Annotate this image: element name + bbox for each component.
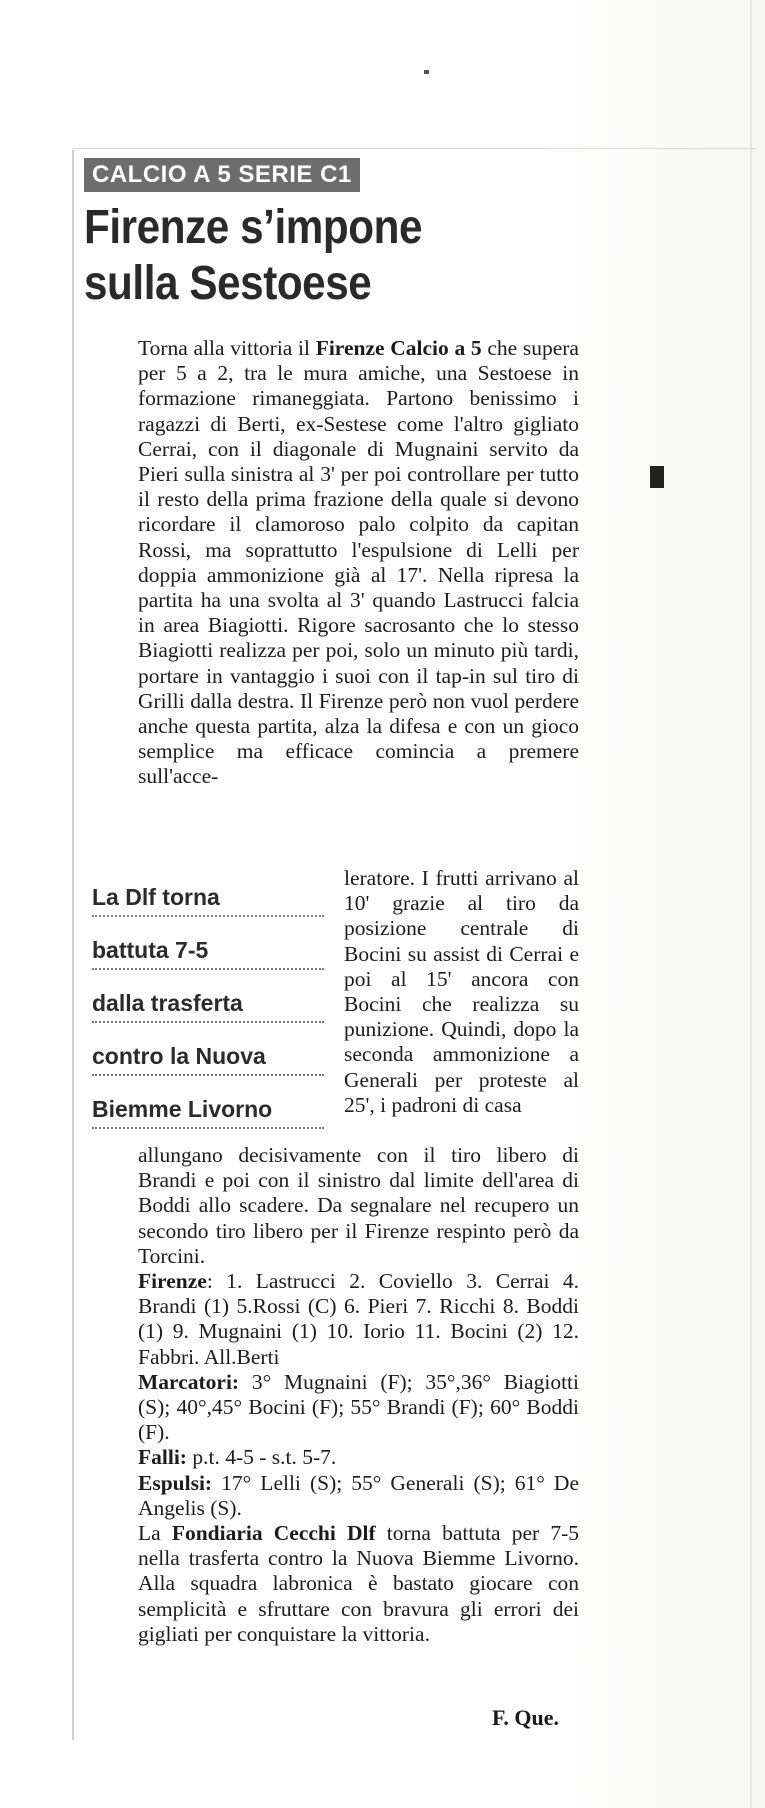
sidebar-line-5: Biemme Livorno xyxy=(92,1094,324,1129)
lineup-paragraph xyxy=(138,1269,579,1370)
intro-paragraph xyxy=(138,336,579,790)
expelled-label: Espulsi: xyxy=(138,1470,213,1495)
lineup-text: : 1. Lastrucci 2. Coviello 3. Cerrai 4. Brandi (1) 5.Rossi (C) 6. Pieri 7. Ricchi 8. Boddi (1) 9. Mugnaini (1) 10. Iorio 11. Bocini (2) 12. Fabbri. All.Berti xyxy=(138,1269,579,1369)
scorers-text: 3° Mugnaini (F); 35°,36° Biagiotti (S); 40°,45° Bocini (F); 55° Brandi (F); 60° Boddi (F). xyxy=(138,1369,579,1445)
right-column-text: leratore. I frutti arrivano al 10' grazie al tiro da posizione centrale di Bocini su assist di Cerrai e poi al 15' ancora con Bocini che realizza su punizione. Quindi, dopo la seconda ammonizione a Generali per proteste al 25', i padroni di casa xyxy=(344,866,579,1117)
section-kicker: CALCIO A 5 SERIE C1 xyxy=(84,158,360,192)
lineup-label: Firenze xyxy=(138,1269,207,1294)
margin-mark xyxy=(650,466,664,488)
intro-text-rest: che supera per 5 a 2, tra le mura amiche, una Sestoese in formazione rimaneggiata. Partono benissimo i ragazzi di Berti, ex-Sestese come l'altro gigliato Cerrai, con il diagonale di Mugnaini servito da Pieri sulla sinistra al 3' per poi controllare per tutto il resto della prima frazione della quale si devono ricordare il clamoroso palo colpito da capitan Rossi, ma soprattutto l'espulsione di Lelli per doppia ammonizione già al 17'. Nella ripresa la partita ha una svolta al 3' quando Lastrucci falcia in area Biagiotti. Rigore sacrosanto che lo stesso Biagiotti realizza per poi, solo un minuto più tardi, portare in vantaggio i suoi con il tap-in sul tiro di Grilli dalla destra. Il Firenze però non vuol perdere anche questa partita, alza la difesa e con un gioco semplice ma efficace comincia a premere sull'acce- xyxy=(138,336,579,789)
sidebar-line-1: La Dlf torna xyxy=(92,882,324,917)
dlf-paragraph xyxy=(138,1521,579,1647)
dlf-text-rest: torna battuta per 7-5 nella trasferta contro la Nuova Biemme Livorno. Alla squadra labronica è bastato giocare con semplicità e sfruttare con bravura gli errori dei gigliati per conquistare la vittoria. xyxy=(138,1521,579,1646)
continuation-paragraph: allungano decisivamente con il tiro libero di Brandi e poi con il sinistro dal limite dell'area di Boddi allo scadere. Da segnalare nel recupero un secondo tiro libero per il Firenze respinto però da Torcini. xyxy=(138,1143,579,1268)
fouls-text: p.t. 4-5 - s.t. 5-7. xyxy=(186,1445,337,1470)
clipping-left-edge xyxy=(72,150,74,1740)
article-body-right-column xyxy=(344,866,579,1118)
expelled-text: 17° Lelli (S); 55° Generali (S); 61° De Angelis (S). xyxy=(138,1470,579,1520)
team-name: Firenze Calcio a 5 xyxy=(315,336,482,360)
expelled-paragraph xyxy=(138,1471,579,1521)
headline xyxy=(84,200,436,312)
dust-speck xyxy=(424,70,429,74)
sidebar-summary xyxy=(92,882,324,1147)
dlf-team-name: Fondiaria Cecchi Dlf xyxy=(171,1521,376,1546)
sidebar-line-4: contro la Nuova xyxy=(92,1041,324,1076)
scorers-label: Marcatori: xyxy=(138,1369,240,1394)
page-edge xyxy=(750,0,752,1808)
scorers-paragraph xyxy=(138,1370,579,1446)
author-signature: F. Que. xyxy=(492,1705,560,1730)
headline-line-1: Firenze s’impone xyxy=(84,201,423,254)
fouls-paragraph xyxy=(138,1445,579,1470)
headline-line-2: sulla Sestoese xyxy=(84,257,372,310)
fouls-label: Falli: xyxy=(138,1445,187,1470)
article-body-continued xyxy=(138,1143,579,1647)
sidebar-line-2: battuta 7-5 xyxy=(92,935,324,970)
article-body-intro xyxy=(138,336,579,790)
intro-text-start: Torna alla vittoria il xyxy=(138,336,316,360)
clipping-top-edge xyxy=(72,148,756,149)
dlf-text-start: La xyxy=(138,1521,172,1546)
sidebar-line-3: dalla trasferta xyxy=(92,988,324,1023)
